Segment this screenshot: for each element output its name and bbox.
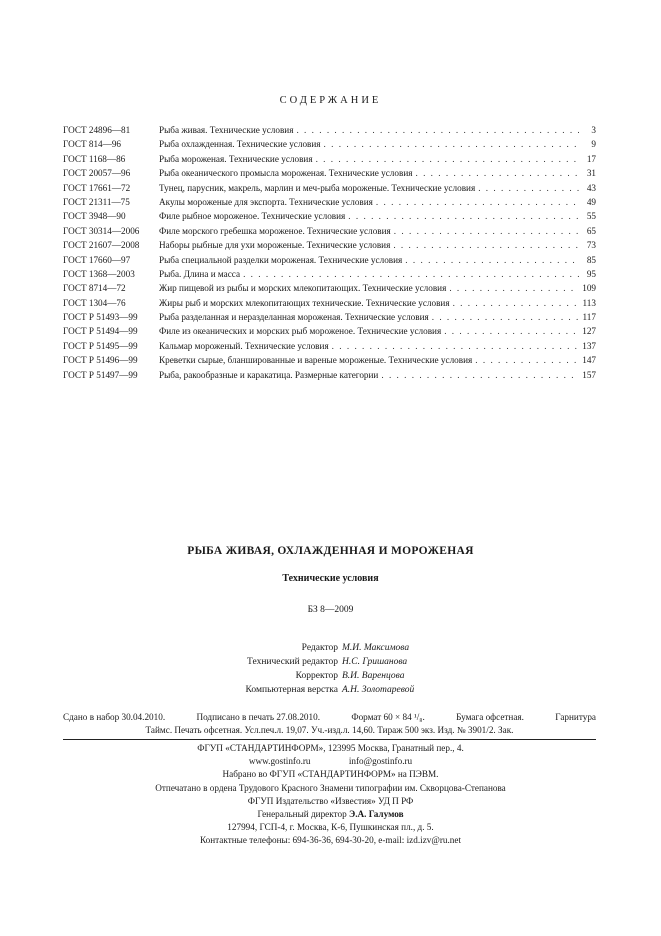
toc-standard-code: ГОСТ 3948—90 — [63, 211, 126, 222]
toc-standard-code: ГОСТ 17661—72 — [63, 182, 131, 193]
divider — [63, 739, 596, 740]
toc-leader-dots — [475, 353, 579, 367]
publisher-footer — [0, 742, 661, 848]
document-title: РЫБА ЖИВАЯ, ОХЛАЖДЕННАЯ И МОРОЖЕНАЯ — [187, 545, 474, 557]
credit-name: Н.С. Гришанова — [342, 657, 408, 667]
toc-leader-dots — [332, 339, 579, 353]
table-of-contents — [63, 123, 596, 382]
toc-standard-code: ГОСТ 1168—86 — [63, 153, 126, 164]
toc-entry-title: Тунец, парусник, макрель, марлин и меч-рыба мороженые. Технические условия — [159, 182, 476, 193]
toc-entry[interactable] — [63, 209, 596, 223]
bz-number: БЗ 8—2009 — [307, 605, 354, 615]
toc-page-number: 113 — [582, 297, 596, 308]
credit-row — [0, 669, 661, 683]
toc-entry-title: Акулы мороженые для экспорта. Технические условия — [159, 196, 373, 207]
director-name: Э.А. Галумов — [348, 809, 404, 820]
toc-standard-code: ГОСТ Р 51496—99 — [63, 355, 138, 366]
toc-standard-code: ГОСТ 24896—81 — [63, 125, 131, 135]
toc-standard-code: ГОСТ 21311—75 — [63, 196, 130, 207]
toc-entry[interactable] — [63, 324, 596, 338]
contacts-line: Контактные телефоны: 694-36-36, 694-30-20, e-mail: izd.izv@ru.net — [200, 835, 461, 846]
toc-standard-code: ГОСТ 1304—76 — [63, 297, 126, 308]
toc-entry-title: Филе морского гребешка мороженое. Технические условия — [159, 225, 391, 236]
toc-entry-title: Рыба живая. Технические условия — [159, 125, 294, 135]
credit-role: Технический редактор — [247, 657, 338, 667]
toc-entry[interactable] — [63, 123, 596, 137]
toc-entry-title: Жиры рыб и морских млекопитающих технические. Технические условия — [159, 297, 450, 308]
toc-entry-title: Рыба разделанная и неразделанная мороженая. Технические условия — [159, 312, 429, 323]
document-subtitle: Технические условия — [282, 573, 379, 584]
print-imprint-line-1 — [63, 711, 596, 724]
credit-name: М.И. Максимова — [342, 643, 410, 653]
credit-role: Редактор — [301, 643, 338, 653]
toc-entry[interactable] — [63, 253, 596, 267]
toc-entry[interactable] — [63, 152, 596, 166]
toc-page-number: 43 — [586, 182, 596, 193]
toc-page-number: 3 — [591, 125, 596, 135]
toc-entry-title: Жир пищевой из рыбы и морских млекопитающих. Технические условия — [159, 283, 447, 294]
credit-role: Корректор — [295, 671, 338, 681]
toc-leader-dots — [394, 224, 579, 238]
toc-page-number: 127 — [582, 326, 596, 337]
paper-format: Формат 60 × 84 ¹/₈. — [351, 712, 425, 722]
toc-page-number: 95 — [586, 268, 596, 279]
toc-leader-dots — [348, 209, 579, 223]
typeset-note: Набрано во ФГУП «СТАНДАРТИНФОРМ» на ПЭВМ. — [222, 769, 439, 780]
credit-role: Компьютерная верстка — [245, 685, 338, 695]
credit-name: В.И. Варенцова — [342, 671, 405, 681]
toc-standard-code: ГОСТ 8714—72 — [63, 283, 126, 294]
toc-leader-dots — [296, 123, 579, 137]
toc-standard-code: ГОСТ 20057—96 — [63, 168, 131, 179]
toc-entry[interactable] — [63, 137, 596, 151]
toc-page-number: 137 — [582, 340, 596, 351]
toc-leader-dots — [453, 296, 579, 310]
printed-note: Отпечатано в ордена Трудового Красного Знамени типографии им. Скворцова-Степанова — [155, 782, 506, 793]
toc-entry[interactable] — [63, 368, 596, 382]
toc-page-number: 85 — [586, 254, 596, 265]
toc-entry-title: Рыба мороженая. Технические условия — [159, 153, 313, 164]
toc-entry[interactable] — [63, 267, 596, 281]
toc-page-number: 73 — [586, 240, 596, 251]
website-link[interactable]: www.gostinfo.ru — [248, 756, 311, 767]
toc-leader-dots — [444, 324, 579, 338]
toc-standard-code: ГОСТ 30314—2006 — [63, 225, 140, 236]
print-imprint-line-2: Таймс. Печать офсетная. Усл.печ.л. 19,07. Уч.-изд.л. 14,60. Тираж 500 экз. Изд. № 3901/2. Зак. — [145, 725, 514, 735]
toc-entry-title: Филе из океанических и морских рыб мороженое. Технические условия — [159, 326, 442, 337]
paper-type: Бумага офсетная. — [456, 712, 524, 722]
contents-heading: СОДЕРЖАНИЕ — [279, 95, 382, 106]
toc-leader-dots — [478, 181, 579, 195]
toc-entry-title: Креветки сырые, бланшированные и вареные мороженые. Технические условия — [159, 355, 473, 366]
toc-leader-dots — [393, 238, 579, 252]
toc-standard-code: ГОСТ 21607—2008 — [63, 240, 140, 251]
toc-page-number: 17 — [586, 153, 596, 164]
email-link[interactable]: info@gostinfo.ru — [348, 756, 413, 767]
toc-page-number: 157 — [582, 369, 596, 380]
toc-page-number: 9 — [591, 139, 596, 150]
toc-leader-dots — [415, 166, 579, 180]
toc-leader-dots — [432, 310, 579, 324]
toc-page-number: 109 — [582, 283, 596, 294]
director-label: Генеральный директор — [257, 809, 347, 820]
toc-page-number: 49 — [586, 196, 596, 207]
toc-entry-title: Рыба океанического промысла мороженая. Технические условия — [159, 168, 413, 179]
publisher-address: ФГУП «СТАНДАРТИНФОРМ», 123995 Москва, Гранатный пер., 4. — [197, 743, 464, 753]
toc-entry-title: Филе рыбное мороженое. Технические условия — [159, 211, 346, 222]
typeface-label: Гарнитура — [555, 712, 596, 722]
credits-block — [0, 641, 661, 697]
toc-standard-code: ГОСТ Р 51495—99 — [63, 340, 138, 351]
credit-name: А.Н. Золотаревой — [342, 685, 415, 695]
toc-entry-title: Рыба. Длина и масса — [159, 268, 241, 279]
toc-entry[interactable] — [63, 181, 596, 195]
toc-leader-dots — [376, 195, 579, 209]
toc-entry[interactable] — [63, 166, 596, 180]
toc-standard-code: ГОСТ Р 51493—99 — [63, 312, 138, 323]
toc-leader-dots — [381, 368, 579, 382]
toc-entry-title: Рыба специальной разделки мороженая. Технические условия — [159, 254, 403, 265]
toc-entry[interactable] — [63, 296, 596, 310]
toc-entry-title: Кальмар мороженый. Технические условия — [159, 340, 329, 351]
toc-entry[interactable] — [63, 310, 596, 324]
toc-page-number: 55 — [586, 211, 596, 222]
toc-entry[interactable] — [63, 195, 596, 209]
toc-standard-code: ГОСТ 1368—2003 — [63, 268, 135, 279]
toc-page-number: 117 — [582, 312, 596, 323]
signed-date: Подписано в печать 27.08.2010. — [196, 712, 320, 722]
toc-entry[interactable] — [63, 339, 596, 353]
toc-leader-dots — [316, 152, 579, 166]
toc-leader-dots — [449, 281, 579, 295]
toc-page-number: 147 — [582, 355, 596, 366]
toc-entry-title: Рыба, ракообразные и каракатица. Размерные категории — [159, 369, 379, 380]
credit-row — [0, 655, 661, 669]
toc-standard-code: ГОСТ Р 51497—99 — [63, 369, 138, 380]
toc-standard-code: ГОСТ 17660—97 — [63, 254, 131, 265]
print-imprint — [63, 711, 596, 737]
printing-branch: ФГУП Издательство «Известия» УД П РФ — [247, 795, 414, 806]
toc-page-number: 65 — [586, 225, 596, 236]
credit-row — [0, 683, 661, 697]
publisher-links — [0, 755, 661, 768]
credit-row — [0, 641, 661, 655]
toc-entry[interactable] — [63, 238, 596, 252]
toc-entry[interactable] — [63, 353, 596, 367]
toc-standard-code: ГОСТ Р 51494—99 — [63, 326, 138, 337]
toc-leader-dots — [243, 267, 579, 281]
toc-entry-title: Наборы рыбные для ухи мороженые. Технические условия — [159, 240, 391, 251]
director-line — [0, 808, 661, 821]
printer-address: 127994, ГСП-4, г. Москва, К-6, Пушкинская пл., д. 5. — [227, 822, 434, 833]
submitted-date: Сдано в набор 30.04.2010. — [63, 712, 166, 722]
toc-leader-dots — [405, 253, 579, 267]
toc-standard-code: ГОСТ 814—96 — [63, 139, 122, 150]
toc-leader-dots — [324, 137, 579, 151]
toc-page-number: 31 — [586, 168, 596, 179]
toc-entry-title: Рыба охлажденная. Технические условия — [159, 139, 321, 150]
toc-entry[interactable] — [63, 281, 596, 295]
toc-entry[interactable] — [63, 224, 596, 238]
